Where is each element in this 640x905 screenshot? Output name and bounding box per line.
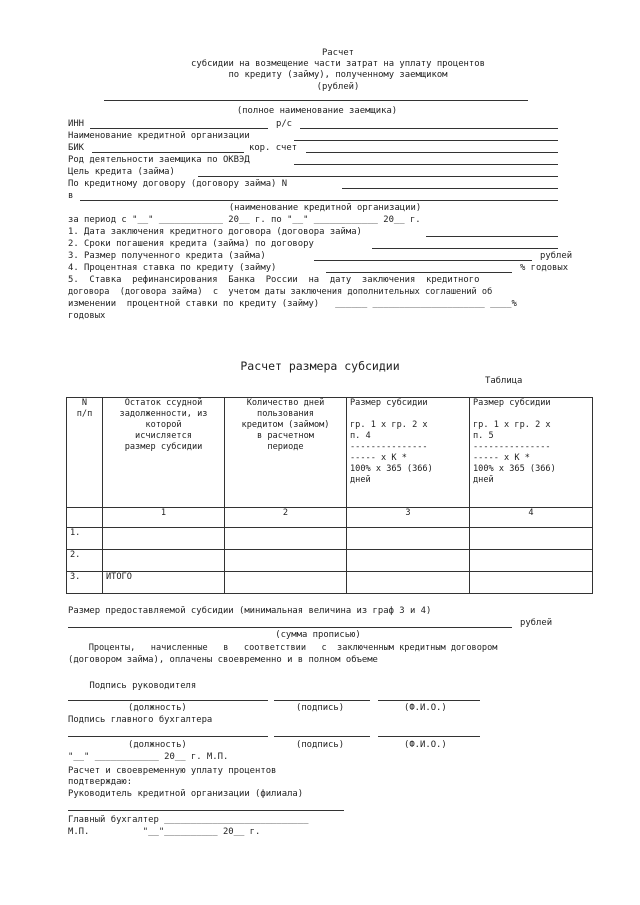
period-label: за период с "__" ____________ 20__ г. по "__" ____________ 20__ г. <box>68 215 421 225</box>
col-number: 1 <box>103 508 225 528</box>
header-balance: Остаток ссудной задолженности, из которой исчисляется размер субсидии <box>103 398 225 508</box>
bik-label: БИК <box>68 143 85 153</box>
title-line-4: (рублей) <box>316 82 360 92</box>
table-cell <box>225 572 347 594</box>
item-5-line-4: годовых <box>68 311 106 321</box>
head-signature-line <box>274 700 370 701</box>
table-cell <box>347 528 470 550</box>
amount-unit: рублей <box>520 618 553 628</box>
table-cell <box>470 572 593 594</box>
header-subsidy-p5: Размер субсидии гр. 1 x гр. 2 x п. 5 --------------- ----- x К * 100% x 365 (366) дней <box>470 398 593 508</box>
item-4-label: 4. Процентная ставка по кредиту (займу) <box>68 263 277 273</box>
calc-heading: Расчет размера субсидии <box>240 359 400 373</box>
fio-caption: (Ф.И.О.) <box>404 703 447 713</box>
position-caption: (должность) <box>128 703 187 713</box>
title-line-2: субсидии на возмещение части затрат на уплату процентов <box>191 59 485 69</box>
mp-date: М.П. "__"__________ 20__ г. <box>68 827 261 837</box>
header-num: N п/п <box>67 398 103 508</box>
table-cell <box>225 528 347 550</box>
table-cell <box>225 550 347 572</box>
table-cell <box>470 528 593 550</box>
accountant-signature-line <box>274 736 370 737</box>
header-subsidy-p4: Размер субсидии гр. 1 x гр. 2 x п. 4 --------------- ----- x К * 100% x 365 (366) дней <box>347 398 470 508</box>
accountant-fio-line <box>378 736 480 737</box>
table-row <box>67 572 593 594</box>
bank-head-label: Руководитель кредитной организации (филиала) <box>68 789 304 799</box>
table-cell <box>470 550 593 572</box>
account-line <box>300 128 558 129</box>
table-cell <box>347 550 470 572</box>
accountant-position-line <box>68 736 268 737</box>
in-label: в <box>68 191 74 201</box>
row-num: 3. <box>67 572 103 594</box>
fio-caption: (Ф.И.О.) <box>404 740 447 750</box>
bank-name-line <box>294 140 558 141</box>
borrower-caption: (полное наименование заемщика) <box>236 106 398 116</box>
purpose-line <box>198 176 558 177</box>
row-label <box>103 528 225 550</box>
row-num: 2. <box>67 550 103 572</box>
contract-label: По кредитному договору (договору займа) N <box>68 179 288 189</box>
item-1-label: 1. Дата заключения кредитного договора (договора займа) <box>68 227 362 237</box>
col-number: 2 <box>225 508 347 528</box>
signature-caption: (подпись) <box>296 703 345 713</box>
col-number: 3 <box>347 508 470 528</box>
title-line-1: Расчет <box>321 48 355 58</box>
table-header-row <box>67 398 593 508</box>
row-label <box>103 550 225 572</box>
col-number: 4 <box>470 508 593 528</box>
position-caption: (должность) <box>128 740 187 750</box>
chief-accountant-label: Главный бухгалтер ___________________________ <box>68 815 309 825</box>
header-days: Количество дней пользования кредитом (займом) в расчетном периоде <box>225 398 347 508</box>
head-position-line <box>68 700 268 701</box>
table-row <box>67 528 593 550</box>
inn-line <box>90 128 268 129</box>
bank-caption: (наименование кредитной организации) <box>228 203 422 213</box>
col-number <box>67 508 103 528</box>
accountant-signature-label: Подпись главного бухгалтера <box>68 715 213 725</box>
inn-label: ИНН <box>68 119 85 129</box>
signature-caption: (подпись) <box>296 740 345 750</box>
corr-account-line <box>306 152 558 153</box>
amount-label: Размер предоставляемой субсидии (минимальная величина из граф 3 и 4) <box>68 606 432 616</box>
confirm-line-1: Расчет и своевременную уплату процентов <box>68 766 277 776</box>
item-2-label: 2. Сроки погашения кредита (займа) по договору <box>68 239 314 249</box>
account-label: р/с <box>276 119 293 129</box>
okved-label: Род деятельности заемщика по ОКВЭД <box>68 155 250 165</box>
borrower-name-line <box>104 100 528 101</box>
interest-line-1: Проценты, начисленные в соответствии с заключенным кредитным договором <box>68 643 498 653</box>
interest-line-2: (договором займа), оплачены своевременно и в полном объеме <box>68 655 378 665</box>
subsidy-table <box>66 397 593 594</box>
contract-line <box>342 188 558 189</box>
item-3-label: 3. Размер полученного кредита (займа) <box>68 251 266 261</box>
head-fio-line <box>378 700 480 701</box>
row-label: ИТОГО <box>103 572 225 594</box>
table-row <box>67 550 593 572</box>
confirm-line-2: подтверждаю: <box>68 777 133 787</box>
bik-line <box>92 152 244 153</box>
table-label: Таблица <box>485 376 523 386</box>
corr-account-label: кор. счет <box>249 143 298 153</box>
table-cell <box>347 572 470 594</box>
item-4-unit: % годовых <box>520 263 569 273</box>
item-1-line <box>426 236 558 237</box>
item-2-line <box>372 248 558 249</box>
item-5-line-3: изменении процентной ставки по кредиту (займу) ______ _____________________ ____% <box>68 299 517 309</box>
item-3-unit: рублей <box>540 251 573 261</box>
okved-line <box>294 164 558 165</box>
bank-name-label: Наименование кредитной организации <box>68 131 250 141</box>
column-number-row <box>67 508 593 528</box>
amount-line <box>68 627 512 628</box>
bank-head-line <box>68 810 344 811</box>
row-num: 1. <box>67 528 103 550</box>
item-3-line <box>314 260 532 261</box>
bank-line <box>80 200 558 201</box>
title-line-3: по кредиту (займу), полученному заемщиком <box>228 70 448 80</box>
head-signature-label: Подпись руководителя <box>68 681 197 691</box>
amount-caption: (сумма прописью) <box>275 630 361 640</box>
item-5-line-2: договора (договора займа) с учетом даты заключения дополнительных соглашений об <box>68 287 493 297</box>
date-stamp: "__" ____________ 20__ г. М.П. <box>68 752 229 762</box>
item-4-line <box>326 272 512 273</box>
purpose-label: Цель кредита (займа) <box>68 167 175 177</box>
item-5-line-1: 5. Ставка рефинансирования Банка России на дату заключения кредитного <box>68 275 480 285</box>
